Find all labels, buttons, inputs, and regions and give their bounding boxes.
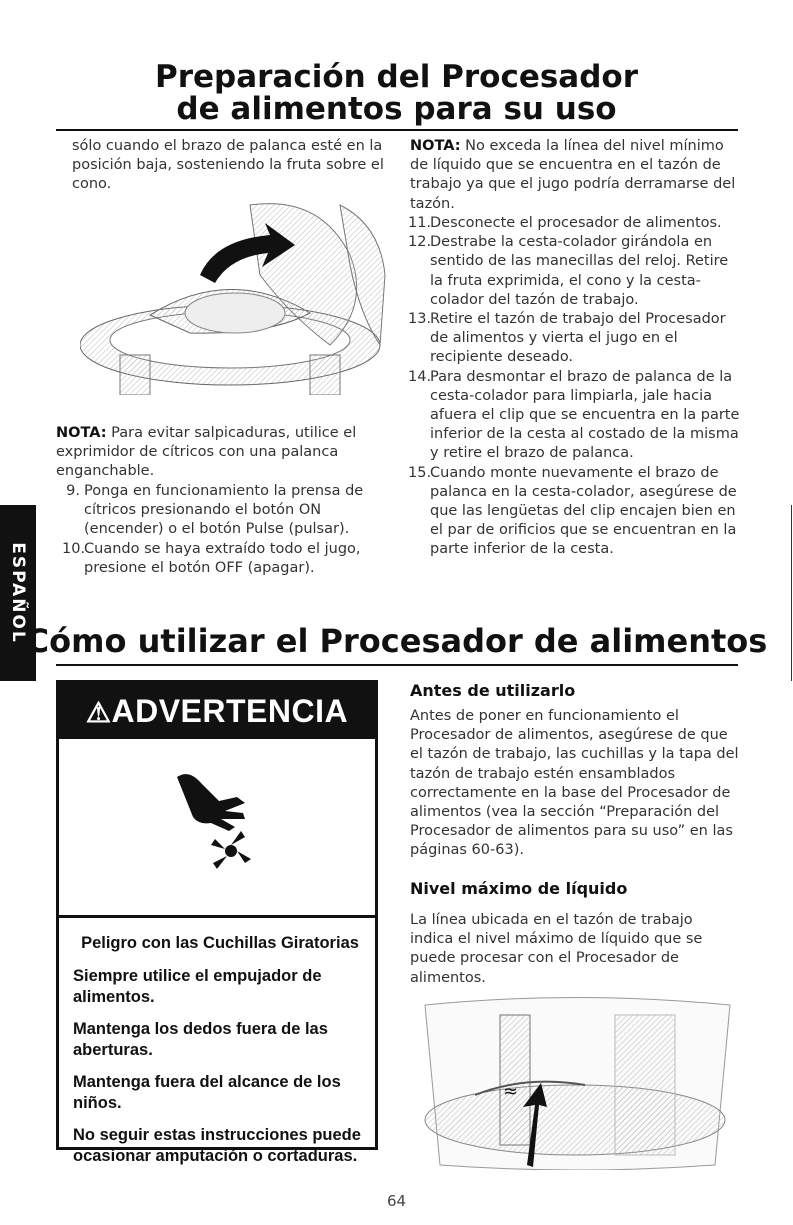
step-number: 10. xyxy=(62,540,86,557)
left-note xyxy=(56,424,391,482)
right-note xyxy=(410,137,740,214)
warning-header-label: ADVERTENCIA xyxy=(111,693,349,729)
intro-text: sólo cuando el brazo de palanca esté en la posición baja, sosteniendo la fruta sobre el cono. xyxy=(72,138,384,193)
step-item xyxy=(408,214,740,233)
svg-text:≈: ≈ xyxy=(503,1081,519,1102)
step-number: 12. xyxy=(408,234,432,251)
step-number: 15. xyxy=(408,464,432,481)
before-heading: Antes de utilizarlo xyxy=(410,681,576,700)
step-number: 13. xyxy=(408,311,432,328)
step-item xyxy=(408,233,740,310)
step-text: Cuando se haya extraído todo el jugo, presione el botón OFF (apagar). xyxy=(84,540,361,576)
step-text: Cuando monte nuevamente el brazo de palanca en la cesta-colador, asegúrese de que las lengüetas del clip encajen bien en el par de orificios que se encuentran en la parte inferior de la cesta. xyxy=(430,464,737,558)
max-level-heading: Nivel máximo de líquido xyxy=(410,879,628,898)
step-item xyxy=(408,464,740,560)
step-text: Destrabe la cesta-colador girándola en sentido de las manecillas del reloj. Retire la fruta exprimida, el cono y la cesta-colador del tazón de trabajo. xyxy=(430,234,729,308)
step-number: 11. xyxy=(408,215,432,231)
warning-text xyxy=(73,933,367,1178)
warning-box xyxy=(56,680,378,1165)
work-bowl-illustration xyxy=(415,995,740,1170)
step-item xyxy=(62,482,392,540)
section-rule xyxy=(56,664,738,666)
side-tab-label: ESPAÑOL xyxy=(8,542,28,644)
warning-line: No seguir estas instrucciones puede ocasionar amputación o cortaduras. xyxy=(73,1126,361,1165)
step-item xyxy=(62,540,392,578)
note-label: NOTA: xyxy=(56,425,107,441)
step-number: 14. xyxy=(408,368,432,385)
warning-line: Siempre utilice el empujador de alimentos. xyxy=(73,967,322,1006)
before-text: Antes de poner en funcionamiento el Procesador de alimentos, asegúrese de que el tazón de trabajo, las cuchillas y la tapa del tazón de trabajo estén ensamblados correctamente en la base del Procesador de alimentos (vea la sección “Preparación del Procesador de alimentos para su uso” en las páginas 60-63). xyxy=(410,708,739,859)
hazard-title: Peligro con las Cuchillas Giratorias xyxy=(81,934,359,952)
blade-hand-icon xyxy=(59,739,375,918)
note-text: Para evitar salpicaduras, utilice el exprimidor de cítricos con una palanca enganchable. xyxy=(56,425,357,480)
note-text: No exceda la línea del nivel mínimo de líquido que se encuentra en el tazón de trabajo ya que el jugo podría derramarse del tazón. xyxy=(410,138,736,212)
step-text: Para desmontar el brazo de palanca de la cesta-colador para limpiarla, jale hacia afuera el clip que se encuentra en la parte inferior de la cesta al costado de la misma y retire el brazo de palanca. xyxy=(430,368,740,462)
warning-triangle-icon: ⚠ xyxy=(85,697,112,728)
citrus-press-illustration xyxy=(80,195,390,395)
section-title: Cómo utilizar el Procesador de alimentos xyxy=(25,622,768,660)
step-text: Retire el tazón de trabajo del Procesador de alimentos y vierta el jugo en el recipiente deseado. xyxy=(430,311,726,366)
page-number: 64 xyxy=(386,1192,407,1210)
step-text: Ponga en funcionamiento la prensa de cítricos presionando el botón ON (encender) o el botón Pulse (pulsar). xyxy=(84,483,364,538)
step-text: Desconecte el procesador de alimentos. xyxy=(430,215,722,231)
page-title-line1: Preparación del Procesador xyxy=(155,59,638,95)
title-rule xyxy=(56,129,738,131)
step-item xyxy=(408,368,740,464)
note-label: NOTA: xyxy=(410,138,461,154)
step-item xyxy=(408,310,740,368)
max-level-text: La línea ubicada en el tazón de trabajo indica el nivel máximo de líquido que se puede procesar con el Procesador de alimentos. xyxy=(410,912,703,986)
step-number: 9. xyxy=(66,483,80,499)
warning-line: Mantenga fuera del alcance de los niños. xyxy=(73,1073,341,1112)
warning-header xyxy=(59,683,375,739)
page-title-line2: de alimentos para su uso xyxy=(176,91,617,127)
right-steps xyxy=(408,214,740,560)
warning-line: Mantenga los dedos fuera de las aberturas. xyxy=(73,1020,328,1059)
left-steps xyxy=(62,482,392,578)
